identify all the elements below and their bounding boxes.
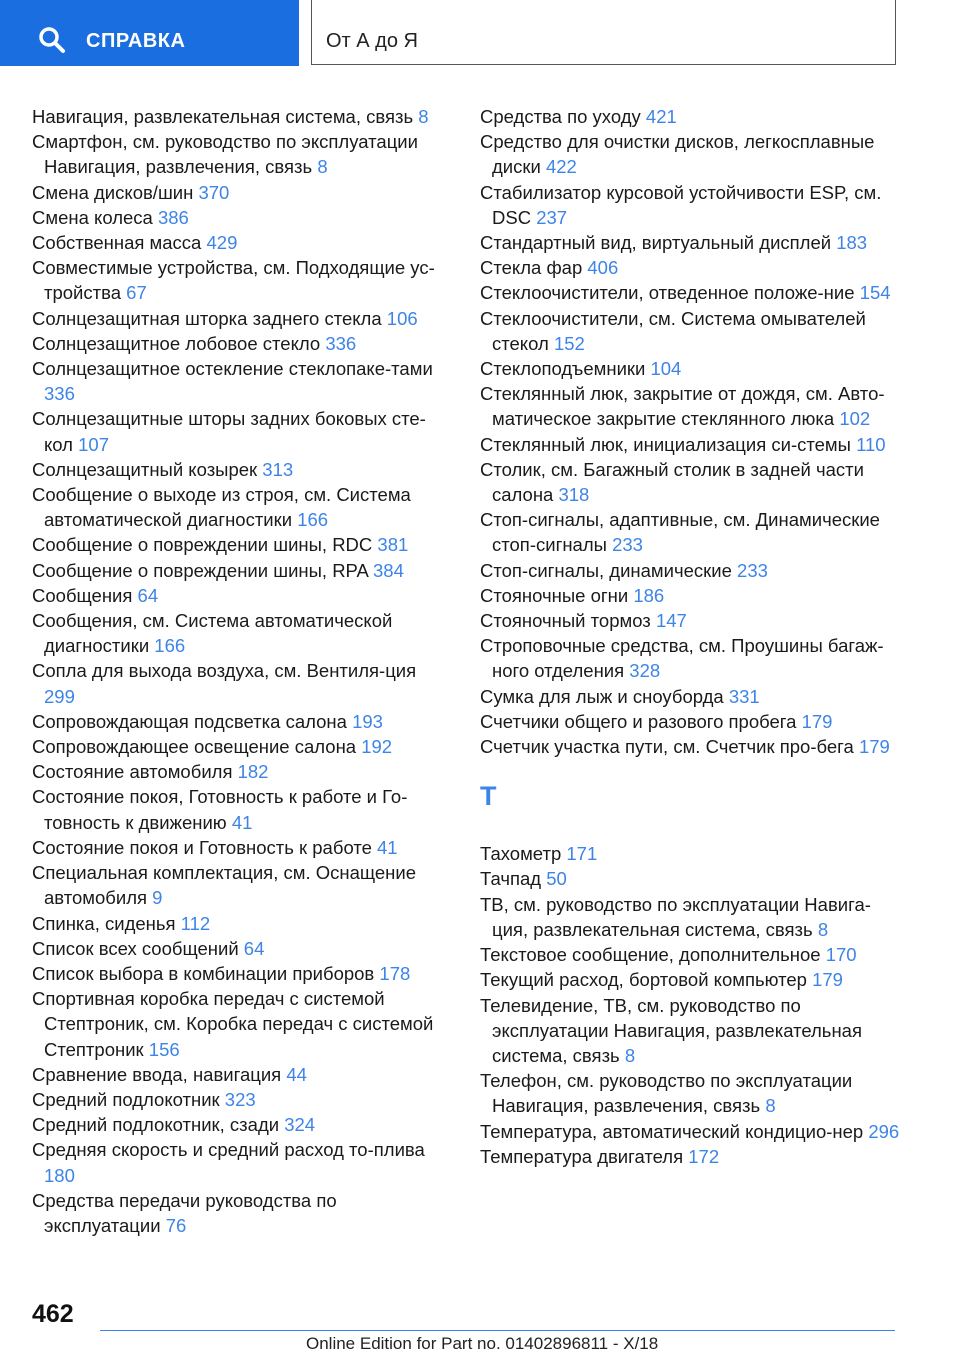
help-label: СПРАВКА — [86, 30, 186, 52]
index-entry-text: Состояние покоя, Готовность к работе и Го-товность к движению — [32, 786, 408, 833]
index-entry — [32, 457, 452, 482]
index-entry — [480, 734, 900, 759]
index-entry-text: Стояночные огни — [480, 584, 629, 606]
page-link[interactable]: 76 — [165, 1214, 187, 1236]
page-link[interactable]: 336 — [44, 383, 75, 405]
page-link[interactable]: 299 — [44, 685, 75, 707]
index-entry — [480, 1068, 900, 1118]
page-link[interactable]: 107 — [78, 433, 109, 455]
index-entry — [480, 129, 900, 179]
page-link[interactable]: 41 — [231, 811, 253, 833]
page-link[interactable]: 421 — [645, 106, 677, 127]
index-entry-text: Спортивная коробка передач с системой Стептроник, см. Коробка передач с системой Стептроник — [32, 988, 434, 1060]
page-link[interactable]: 106 — [386, 307, 418, 329]
page-link[interactable]: 193 — [352, 710, 383, 732]
index-entry-text: Температура, автоматический кондицио-нер — [480, 1120, 864, 1142]
page-link[interactable]: 110 — [856, 433, 886, 455]
page-link[interactable]: 8 — [317, 156, 328, 178]
page-link[interactable]: 44 — [286, 1063, 307, 1085]
page-link[interactable]: 233 — [737, 559, 768, 581]
index-entry — [480, 892, 900, 942]
index-entry-text: Счетчик участка пути, см. Счетчик про-бега — [480, 736, 854, 758]
index-entry — [32, 331, 452, 356]
index-entry-text: Сопровождающая подсветка салона — [32, 710, 347, 732]
index-entry-text: Солнцезащитные шторы задних боковых сте-кол — [32, 408, 426, 455]
index-entry — [480, 432, 900, 457]
index-entry — [32, 1062, 452, 1087]
index-entry — [32, 205, 452, 230]
index-entry-text: Состояние автомобиля — [32, 761, 233, 783]
page-link[interactable]: 313 — [262, 458, 294, 480]
page-link[interactable]: 381 — [377, 534, 409, 556]
index-entry-text: Средства по уходу — [480, 106, 641, 127]
index-entry — [480, 457, 900, 507]
index-column-right — [480, 104, 900, 1169]
search-icon — [38, 26, 66, 54]
index-entry — [32, 532, 452, 557]
index-entry-text: Сообщение о выходе из строя, см. Система автоматической диагностики — [32, 484, 411, 531]
page-link[interactable]: 186 — [633, 584, 665, 606]
index-entry — [32, 482, 452, 532]
index-entry-text: Стеклоочистители, отведенное положе-ние — [480, 282, 855, 304]
page-link[interactable]: 318 — [558, 484, 590, 506]
page-link[interactable]: 41 — [377, 836, 398, 858]
index-entry-text: Собственная масса — [32, 232, 202, 254]
page-link[interactable]: 67 — [126, 282, 147, 304]
index-entry — [32, 658, 452, 708]
index-entry — [32, 558, 452, 583]
index-entry-text: Средства передачи руководства по эксплуатации — [32, 1189, 337, 1236]
index-entry-text: Тачпад — [480, 868, 542, 890]
index-entry — [32, 129, 452, 179]
page-link[interactable]: 182 — [237, 761, 269, 783]
index-entry-text: Стоп-сигналы, адаптивные, см. Динамические стоп-сигналы — [480, 509, 880, 556]
page-link[interactable]: 179 — [812, 969, 843, 991]
page-link[interactable]: 179 — [858, 736, 890, 758]
index-entry — [480, 841, 900, 866]
page-number: 462 — [32, 1300, 74, 1328]
page-link[interactable]: 156 — [148, 1038, 180, 1060]
index-entry-text: Сообщение о повреждении шины, RPA — [32, 559, 368, 581]
index-entry-text: Стеклоподъемники — [480, 358, 646, 380]
page-link[interactable]: 104 — [650, 358, 682, 380]
index-entry-text: Сообщения — [32, 584, 133, 606]
index-entry-text: Список выбора в комбинации приборов — [32, 962, 375, 984]
index-entry — [32, 583, 452, 608]
help-tab[interactable] — [0, 0, 299, 66]
index-entry-text: Список всех сообщений — [32, 937, 239, 959]
index-entry — [480, 709, 900, 734]
index-entry-text: Сравнение ввода, навигация — [32, 1063, 282, 1085]
page-link[interactable]: 336 — [325, 332, 357, 354]
index-entry-text: Стекла фар — [480, 257, 583, 279]
section-letter: Т — [480, 781, 497, 812]
page-link[interactable]: 386 — [157, 206, 189, 228]
index-entry — [32, 104, 452, 129]
index-entry — [480, 1119, 900, 1144]
index-entry — [480, 255, 900, 280]
index-entry — [480, 356, 900, 381]
index-entry-text: Стеклоочистители, см. Система омывателей стекол — [480, 307, 866, 354]
index-entry-text: Стоп-сигналы, динамические — [480, 559, 732, 581]
index-entry-text: Столик, см. Багажный столик в задней части салона — [480, 458, 864, 506]
page-link[interactable]: 429 — [206, 232, 238, 254]
index-entry-text: Смена колеса — [32, 206, 153, 228]
index-entry-text: Температура двигателя — [480, 1145, 684, 1167]
index-entry — [32, 230, 452, 255]
index-entry — [32, 1087, 452, 1112]
index-entry — [32, 936, 452, 961]
page-link[interactable]: 233 — [612, 534, 643, 556]
page-link[interactable]: 112 — [180, 912, 211, 934]
page-link[interactable]: 8 — [765, 1095, 776, 1117]
index-entry-text: Стандартный вид, виртуальный дисплей — [480, 232, 832, 254]
footer-divider — [100, 1330, 895, 1331]
index-entry — [480, 1144, 900, 1169]
index-entry-text: Стеклянный люк, закрытие от дождя, см. Авто-матическое закрытие стеклянного люка — [480, 383, 885, 430]
index-entry — [32, 306, 452, 331]
page-link[interactable]: 64 — [243, 937, 265, 959]
index-entry-text: Совместимые устройства, см. Подходящие ус-тройства — [32, 257, 435, 304]
index-entry — [480, 866, 900, 891]
index-entry-text: Навигация, развлекательная система, связь — [32, 106, 414, 127]
index-entry — [32, 784, 452, 834]
top-bar — [0, 0, 960, 66]
index-entry — [480, 104, 900, 129]
index-entry-text: Сопла для выхода воздуха, см. Вентиля-ция — [32, 660, 417, 682]
index-entry-text: Солнцезащитная шторка заднего стекла — [32, 307, 382, 329]
footer-edition: Online Edition for Part no. 01402896811 - X/18 — [306, 1334, 659, 1353]
page-link[interactable]: 178 — [379, 962, 411, 984]
index-entry — [480, 280, 900, 305]
page-link[interactable]: 237 — [536, 206, 568, 228]
index-entry — [32, 255, 452, 305]
index-entry — [32, 911, 452, 936]
index-entry-text: Спинка, сиденья — [32, 912, 176, 934]
index-entry-text: Счетчики общего и разового пробега — [480, 710, 797, 732]
breadcrumb[interactable] — [311, 0, 896, 65]
page-link[interactable]: 384 — [373, 559, 404, 581]
index-entry — [480, 684, 900, 709]
index-entry-text: Средняя скорость и средний расход то-плива — [32, 1139, 425, 1161]
breadcrumb-text: От А до Я — [326, 30, 418, 52]
page-link[interactable]: 154 — [859, 282, 891, 304]
index-entry-text: ТВ, см. руководство по эксплуатации Навига-ция, развлекательная система, связь — [480, 893, 871, 940]
index-entry — [32, 406, 452, 456]
index-entry-text: Сопровождающее освещение салона — [32, 736, 357, 758]
index-column-left — [32, 104, 452, 1238]
index-entry-text: Телевидение, ТВ, см. руководство по эксплуатации Навигация, развлекательная система, связь — [480, 994, 862, 1066]
index-entry — [480, 583, 900, 608]
index-entry-text: Солнцезащитный козырек — [32, 458, 258, 480]
index-entry — [480, 942, 900, 967]
index-entry — [480, 967, 900, 992]
index-entry-text: Сумка для лыж и сноуборда — [480, 685, 724, 707]
index-entry — [480, 180, 900, 230]
page-link[interactable]: 8 — [418, 106, 429, 127]
index-entry — [480, 608, 900, 633]
page-link[interactable]: 171 — [566, 843, 598, 865]
index-entry-text: Текущий расход, бортовой компьютер — [480, 969, 807, 991]
page-link[interactable]: 324 — [284, 1114, 316, 1136]
page-link[interactable]: 50 — [546, 868, 567, 890]
index-entry-text: Средний подлокотник, сзади — [32, 1114, 280, 1136]
index-entry-text: Средний подлокотник — [32, 1088, 220, 1110]
page-link[interactable]: 192 — [361, 736, 393, 758]
index-entry — [32, 1137, 452, 1187]
index-entry — [480, 306, 900, 356]
index-entry-text: Строповочные средства, см. Проушины багаж-ного отделения — [480, 635, 884, 682]
index-entry — [32, 180, 452, 205]
page-link[interactable]: 166 — [154, 635, 186, 657]
index-entry-text: Тахометр — [480, 843, 562, 865]
page-link[interactable]: 323 — [224, 1088, 256, 1110]
page-link[interactable]: 147 — [655, 610, 687, 632]
page-link[interactable]: 331 — [728, 685, 760, 707]
index-entry-text: Стояночный тормоз — [480, 610, 651, 632]
index-entry-text: Смартфон, см. руководство по эксплуатации Навигация, развлечения, связь — [32, 131, 418, 178]
page-link[interactable]: 172 — [688, 1145, 720, 1167]
index-entry — [480, 230, 900, 255]
index-entry — [32, 1188, 452, 1238]
index-entry — [480, 993, 900, 1069]
index-group-s — [480, 104, 900, 759]
index-entry — [32, 734, 452, 759]
index-entry — [32, 860, 452, 910]
page-link[interactable]: 166 — [297, 509, 329, 531]
page-link[interactable]: 170 — [825, 944, 857, 966]
index-entry — [32, 986, 452, 1062]
page-link[interactable]: 8 — [817, 918, 829, 940]
index-entry-text: Средство для очистки дисков, легкосплавные диски — [480, 131, 875, 178]
index-entry — [480, 633, 900, 683]
page-link[interactable]: 180 — [44, 1164, 75, 1186]
index-entry — [480, 558, 900, 583]
page-link[interactable]: 370 — [198, 181, 230, 203]
index-entry — [32, 608, 452, 658]
index-group-t — [480, 841, 900, 1169]
page-link[interactable]: 152 — [553, 332, 585, 354]
page-link[interactable]: 9 — [152, 887, 163, 909]
page-link[interactable]: 64 — [137, 584, 159, 606]
page-link[interactable]: 406 — [587, 257, 619, 279]
page-link[interactable]: 183 — [836, 232, 868, 254]
index-entry-text: Сообщения, см. Система автоматической диагностики — [32, 610, 393, 657]
index-entry — [480, 381, 900, 431]
index-entry-text: Текстовое сообщение, дополнительное — [480, 944, 821, 966]
index-entry — [32, 356, 452, 406]
index-entry-text: Стеклянный люк, инициализация си-стемы — [480, 433, 851, 455]
index-entry — [32, 709, 452, 734]
index-entry — [480, 507, 900, 557]
index-entry-text: Сообщение о повреждении шины, RDC — [32, 534, 373, 556]
index-entry-text: Солнцезащитное лобовое стекло — [32, 332, 321, 354]
page-link[interactable]: 296 — [868, 1120, 900, 1142]
page-link[interactable]: 179 — [801, 710, 833, 732]
index-entry — [32, 835, 452, 860]
index-entry-text: Состояние покоя и Готовность к работе — [32, 836, 372, 858]
index-entry-text: Стабилизатор курсовой устойчивости ESP, см. DSC — [480, 181, 882, 228]
index-entry-text: Специальная комплектация, см. Оснащение автомобиля — [32, 862, 417, 909]
index-entry-text: Телефон, см. руководство по эксплуатации Навигация, развлечения, связь — [480, 1070, 853, 1117]
page-link[interactable]: 8 — [624, 1044, 636, 1066]
index-entry-text: Солнцезащитное остекление стеклопаке-тами — [32, 358, 433, 380]
page-link[interactable]: 328 — [629, 660, 661, 682]
index-entry — [32, 759, 452, 784]
page-link[interactable]: 102 — [839, 408, 871, 430]
index-entry — [32, 1112, 452, 1137]
index-entry-text: Смена дисков/шин — [32, 181, 194, 203]
index-entry — [32, 961, 452, 986]
page-link[interactable]: 422 — [545, 156, 577, 178]
